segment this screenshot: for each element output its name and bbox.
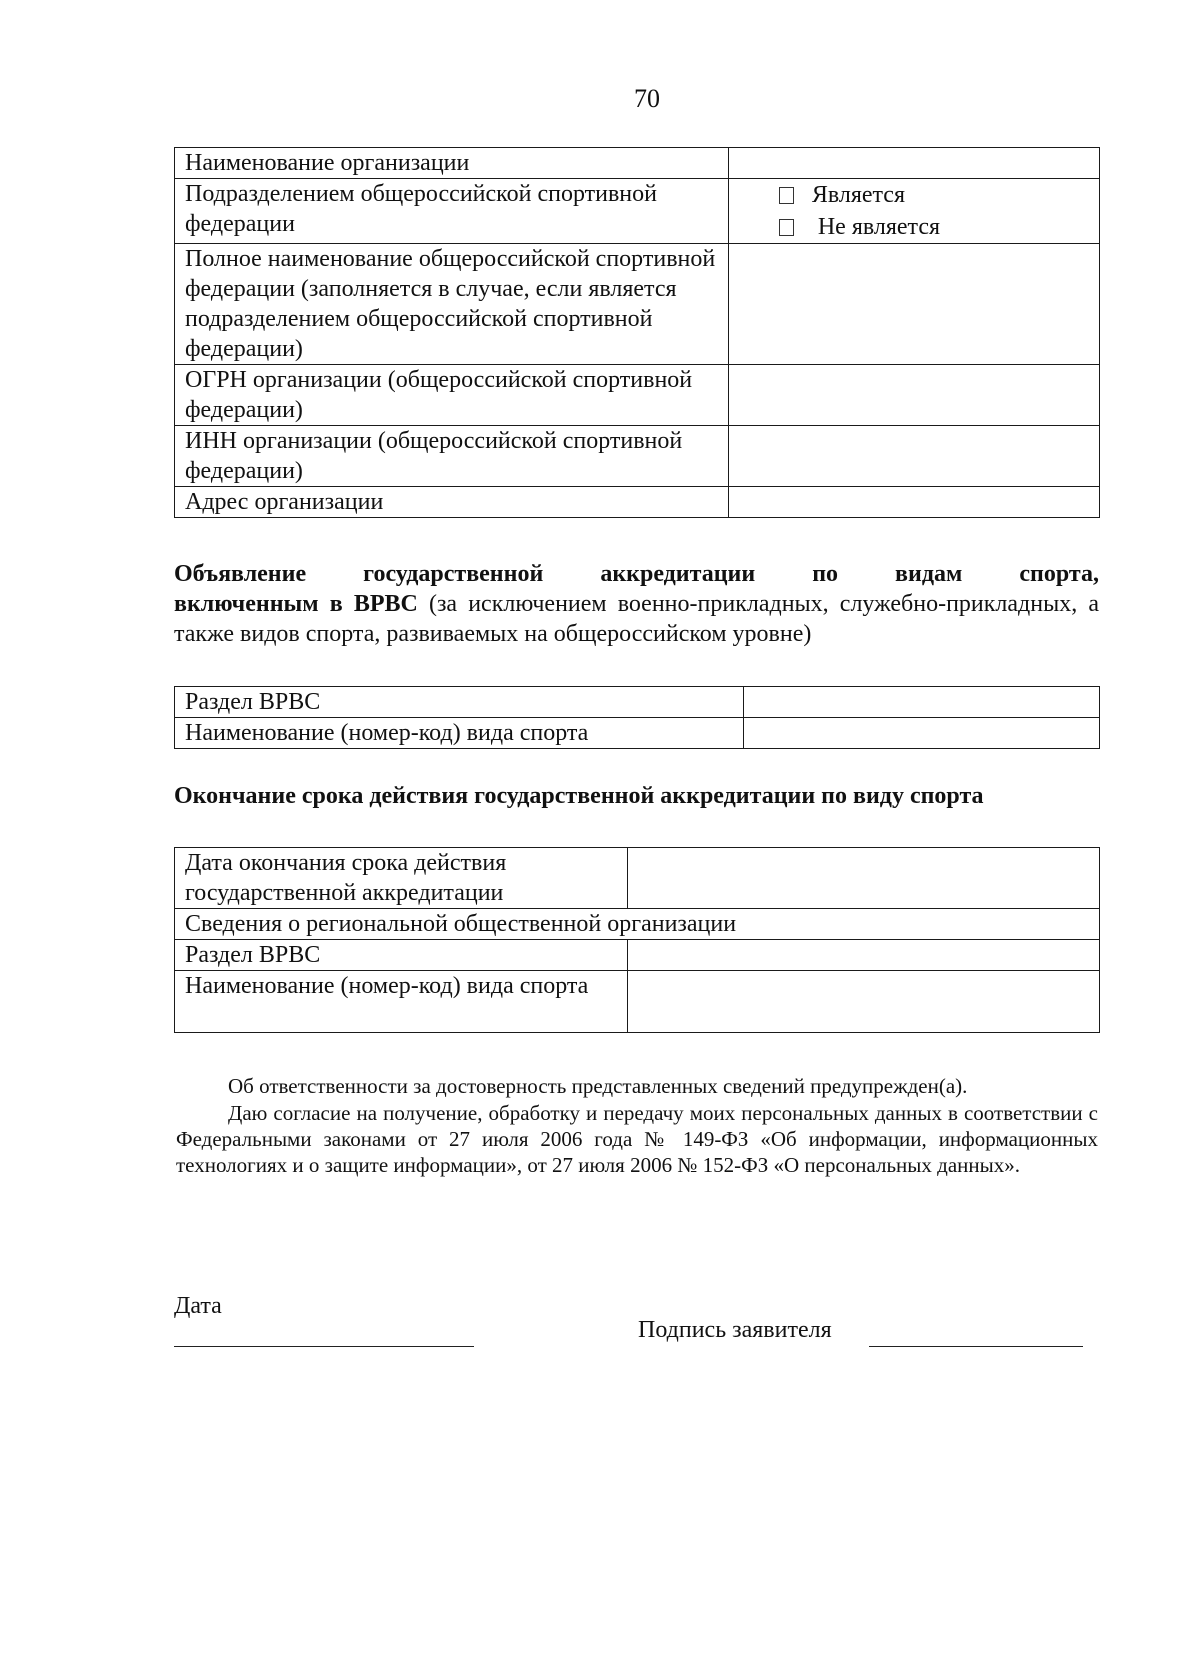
subdivision-options xyxy=(728,179,1099,244)
option-is-not[interactable] xyxy=(739,211,1089,243)
announcement-first-line xyxy=(174,559,1099,589)
checkbox-is[interactable] xyxy=(779,187,794,204)
signature-line[interactable] xyxy=(869,1346,1083,1347)
option-is-not-label: Не является xyxy=(817,214,941,240)
ogrn-label: ОГРН организации (общероссийской спортивной федерации) xyxy=(175,365,729,426)
address-label: Адрес организации xyxy=(175,487,729,518)
responsibility-statement: Об ответственности за достоверность представленных сведений предупрежден(а). xyxy=(228,1074,968,1098)
vrvs-section-field[interactable] xyxy=(744,687,1100,718)
page-number: 70 xyxy=(634,84,660,113)
announcement-heading xyxy=(174,559,1099,649)
announcement-bold: включенным в ВРВС xyxy=(174,591,418,617)
sport-name-label: Наименование (номер-код) вида спорта xyxy=(175,718,744,749)
expiry-heading: Окончание срока действия государственной аккредитации по виду спорта xyxy=(174,783,984,809)
option-is[interactable] xyxy=(739,179,1089,211)
sport-table xyxy=(174,686,1100,749)
announcement-word: видам xyxy=(895,561,963,587)
sport-name-field[interactable] xyxy=(744,718,1100,749)
inn-label: ИНН организации (общероссийской спортивной федерации) xyxy=(175,426,729,487)
federation-full-name-field[interactable] xyxy=(728,244,1099,365)
expiry-date-label: Дата окончания срока действия государственной аккредитации xyxy=(175,848,628,909)
ogrn-field[interactable] xyxy=(728,365,1099,426)
date-line[interactable] xyxy=(174,1346,474,1347)
org-name-field[interactable] xyxy=(728,148,1099,179)
option-is-label: Является xyxy=(811,182,905,208)
consent-statement: Даю согласие на получение, обработку и передачу моих персональных данных в соответствии с Федеральными законами от 27 июля 2006 года № 149-ФЗ «Об информации, информационных технологиях и о защите информации», от 27 июля 2006 № 152-ФЗ «О персональных данных». xyxy=(176,1101,1098,1177)
organization-table xyxy=(174,147,1100,518)
announcement-word: по xyxy=(812,561,839,587)
announcement-word: государственной xyxy=(363,561,544,587)
announcement-word: Объявление xyxy=(174,561,307,587)
announcement-word: аккредитации xyxy=(600,561,756,587)
announcement-text: (за исключением военно-прикладных, служебно-прикладных, а также видов спорта, развиваемых на общероссийском уровне) xyxy=(174,591,1100,647)
expiry-date-field[interactable] xyxy=(628,848,1100,909)
announcement-word: спорта, xyxy=(1019,561,1099,587)
expiry-vrvs-section-label: Раздел ВРВС xyxy=(175,940,628,971)
subdivision-label: Подразделением общероссийской спортивной федерации xyxy=(175,179,729,244)
org-name-label: Наименование организации xyxy=(175,148,729,179)
inn-field[interactable] xyxy=(728,426,1099,487)
announcement-rest xyxy=(174,589,1099,649)
expiry-vrvs-section-field[interactable] xyxy=(628,940,1100,971)
checkbox-is-not[interactable] xyxy=(779,219,794,236)
expiry-sport-name-field[interactable] xyxy=(628,971,1100,1033)
regional-org-info-label: Сведения о региональной общественной организации xyxy=(175,909,1100,940)
expiry-sport-name-label: Наименование (номер-код) вида спорта xyxy=(175,971,628,1033)
address-field[interactable] xyxy=(728,487,1099,518)
date-label: Дата xyxy=(174,1293,222,1319)
expiry-table xyxy=(174,847,1100,1033)
vrvs-section-label: Раздел ВРВС xyxy=(175,687,744,718)
federation-full-name-label: Полное наименование общероссийской спортивной федерации (заполняется в случае, если является подразделением общероссийской спортивной федерации) xyxy=(175,244,729,365)
signature-label: Подпись заявителя xyxy=(638,1317,832,1343)
